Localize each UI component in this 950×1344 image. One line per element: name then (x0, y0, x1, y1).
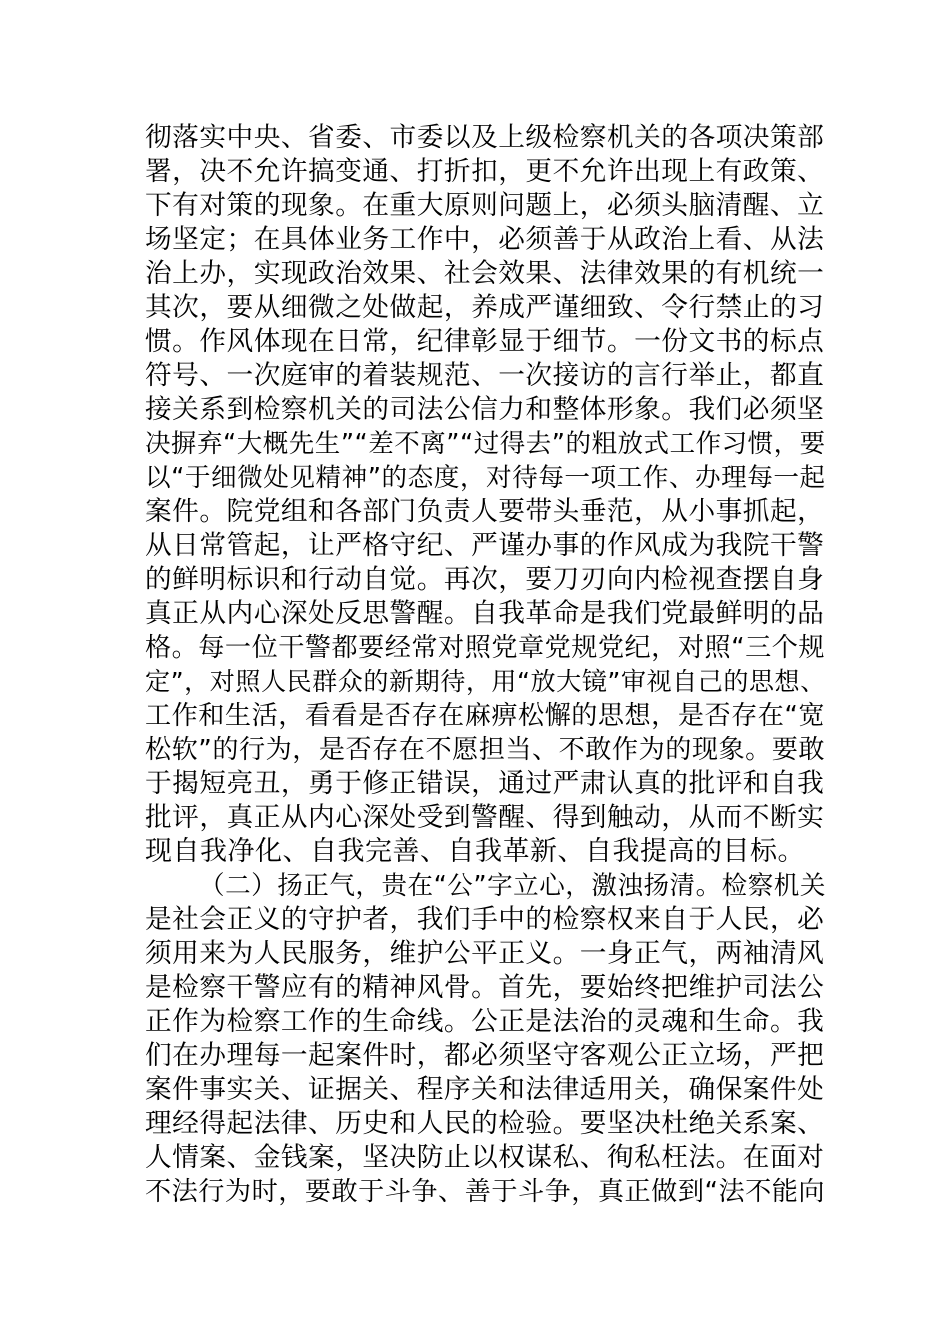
text-line: 接关系到检察机关的司法公信力和整体形象。我们必须坚 (145, 394, 825, 425)
text-line: 于揭短亮丑，勇于修正错误，通过严肃认真的批评和自我 (145, 768, 825, 799)
text-line: 批评，真正从内心深处受到警醒、得到触动，从而不断实 (145, 802, 825, 833)
text-line: 的鲜明标识和行动自觉。再次，要刀刃向内检视查摆自身 (145, 564, 825, 595)
text-line: 松软”的行为，是否存在不愿担当、不敢作为的现象。要敢 (145, 735, 826, 765)
text-line: 其次，要从细微之处做起，养成严谨细致、令行禁止的习 (145, 292, 825, 323)
text-line: 工作和生活，看看是否存在麻痹松懈的思想，是否存在“宽 (145, 701, 826, 731)
text-line: 案件事实关、证据关、程序关和法律适用关，确保案件处 (145, 1074, 825, 1105)
text-line: 现自我净化、自我完善、自我革新、自我提高的目标。 (145, 836, 805, 867)
text-line: 不法行为时，要敢于斗争、善于斗争，真正做到“法不能向 (145, 1177, 826, 1207)
text-line: 案件。院党组和各部门负责人要带头垂范，从小事抓起， (145, 496, 825, 527)
text-line: 以“于细微处见精神”的态度，对待每一项工作、办理每一起 (145, 463, 826, 493)
text-line: 是检察干警应有的精神风骨。首先，要始终把维护司法公 (145, 972, 825, 1003)
section-heading-line: （二）扬正气，贵在“公”字立心，激浊扬清。检察机关 (199, 871, 826, 901)
text-line: 治上办，实现政治效果、社会效果、法律效果的有机统一 (145, 258, 825, 289)
text-line: 真正从内心深处反思警醒。自我革命是我们党最鲜明的品 (145, 598, 825, 629)
text-line: 惯。作风体现在日常，纪律彰显于细节。一份文书的标点 (145, 326, 825, 357)
text-line: 正作为检察工作的生命线。公正是法治的灵魂和生命。我 (145, 1006, 825, 1037)
text-line: 决摒弃“大概先生”“差不离”“过得去”的粗放式工作习惯，要 (145, 429, 826, 459)
text-line: 下有对策的现象。在重大原则问题上，必须头脑清醒、立 (145, 190, 825, 221)
text-line: 格。每一位干警都要经常对照党章党规党纪，对照“三个规 (145, 633, 826, 663)
text-line: 场坚定；在具体业务工作中，必须善于从政治上看、从法 (145, 224, 825, 255)
text-line: 们在办理每一起案件时，都必须坚守客观公正立场，严把 (145, 1040, 825, 1071)
text-line: 署，决不允许搞变通、打折扣，更不允许出现上有政策、 (145, 156, 825, 187)
text-line: 彻落实中央、省委、市委以及上级检察机关的各项决策部 (145, 122, 825, 153)
text-line: 是社会正义的守护者，我们手中的检察权来自于人民，必 (145, 904, 825, 935)
text-line: 定”，对照人民群众的新期待，用“放大镜”审视自己的思想、 (145, 667, 826, 696)
text-line: 人情案、金钱案，坚决防止以权谋私、徇私枉法。在面对 (145, 1142, 825, 1173)
text-line: 须用来为人民服务，维护公平正义。一身正气，两袖清风 (145, 938, 825, 969)
text-line: 符号、一次庭审的着装规范、一次接访的言行举止，都直 (145, 360, 825, 391)
text-line: 从日常管起，让严格守纪、严谨办事的作风成为我院干警 (145, 530, 825, 561)
text-line: 理经得起法律、历史和人民的检验。要坚决杜绝关系案、 (145, 1108, 825, 1139)
